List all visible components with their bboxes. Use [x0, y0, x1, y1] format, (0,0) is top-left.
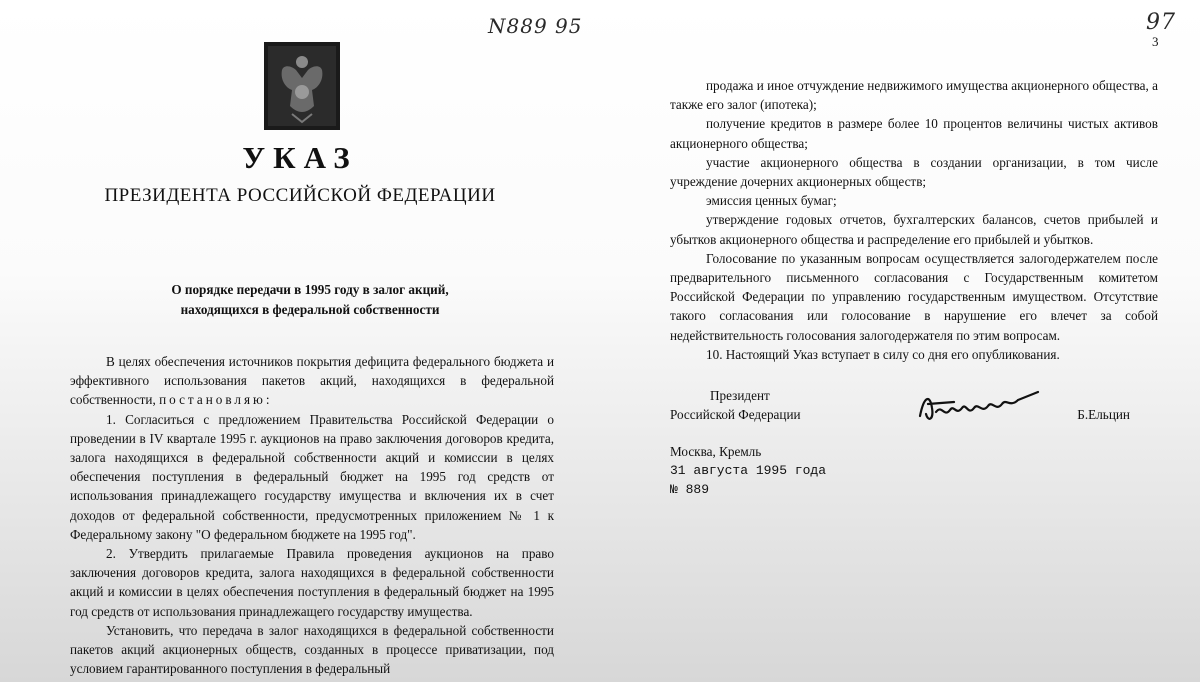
president-org: Российской Федерации	[670, 407, 801, 422]
right-line-7: 10. Настоящий Указ вступает в силу со дня его опубликования.	[706, 346, 1060, 362]
right-line-1: продажа и иное отчуждение недвижимого имущества акционерного общества, а также его залог (ипотека);	[670, 78, 1158, 113]
president-title: Президент	[710, 388, 770, 403]
signature-icon	[914, 386, 1044, 426]
heading-line-2: находящихся в федеральной собственности	[180, 302, 440, 317]
right-line-3: участие акционерного общества в создании организации, в том числе учреждение дочерних акционерных обществ;	[670, 154, 1158, 190]
preamble-text: В целях обеспечения источников покрытия дефицита федерального бюджета и эффективного использования пакетов акций, находящихся в федеральной собственности,	[70, 354, 554, 408]
paragraph-3: Установить, что передача в залог находящихся в федеральной собственности пакетов акций акционерных обществ, созданных в процессе приватизации, под условием гарантированного поступления в федеральный	[70, 622, 554, 677]
right-line-2: получение кредитов в размере более 10 процентов величины чистых активов акционерного общества;	[670, 116, 1158, 151]
handwritten-page-mark: 97	[1146, 10, 1176, 35]
right-line-6: Голосование по указанным вопросам осуществляется залогодержателем после предварительного письменного согласования с Государственным комитетом Российской Федерации по управлению государственным имуществом. Отсутствие такого согласования или голосование в нарушение его влечет за собой недействительность голосования залогодержателя по этим вопросам.	[670, 250, 1158, 343]
decree-subtitle: ПРЕЗИДЕНТА РОССИЙСКОЙ ФЕДЕРАЦИИ	[104, 185, 496, 206]
right-line-4: эмиссия ценных бумаг;	[706, 193, 837, 209]
postanovlyayu-text: постановляю:	[159, 392, 273, 408]
decree-number: № 889	[670, 482, 710, 497]
coat-of-arms-icon	[262, 40, 342, 132]
preamble-paragraph	[70, 352, 554, 410]
signer-name: Б.Ельцин	[1077, 407, 1130, 422]
paragraph-2: 2. Утвердить прилагаемые Правила проведения аукционов на право заключения договоров кредита, залога находящихся в федеральной собственности акций и комиссии в целях обеспечения поступления в федеральный бюджет на 1995 год средств от использования принадлежащего государству имущества.	[70, 546, 554, 619]
handwritten-reference: N889 95	[488, 14, 583, 38]
place-text: Москва, Кремль	[670, 444, 762, 459]
right-body-text	[670, 76, 1158, 364]
date-text: 31 августа 1995 года	[670, 463, 827, 478]
paragraph-1: 1. Согласиться с предложением Правительства Российской Федерации о проведении в IV квартале 1995 г. аукционов на право заключения договоров кредита, залога находящихся в федеральной собственности акций и комиссии в целях обеспечения поступления в федеральный бюджет на 1995 год средств от использования принадлежащего государству имущества и включения их в счет доходов от федеральной собственности, предусмотренных приложением № 1 к Федеральному закону "О федеральном бюджете на 1995 год".	[70, 411, 554, 542]
page-number: 3	[1152, 34, 1159, 49]
decree-heading	[70, 280, 550, 320]
right-line-5: утверждение годовых отчетов, бухгалтерских балансов, счетов прибылей и убытков акционерного общества и распределение его прибылей и убытков.	[670, 212, 1158, 247]
decree-title: УКАЗ	[242, 140, 358, 175]
left-body-text	[70, 352, 554, 678]
place-date-block	[670, 442, 826, 499]
heading-line-1: О порядке передачи в 1995 году в залог акций,	[171, 282, 449, 297]
